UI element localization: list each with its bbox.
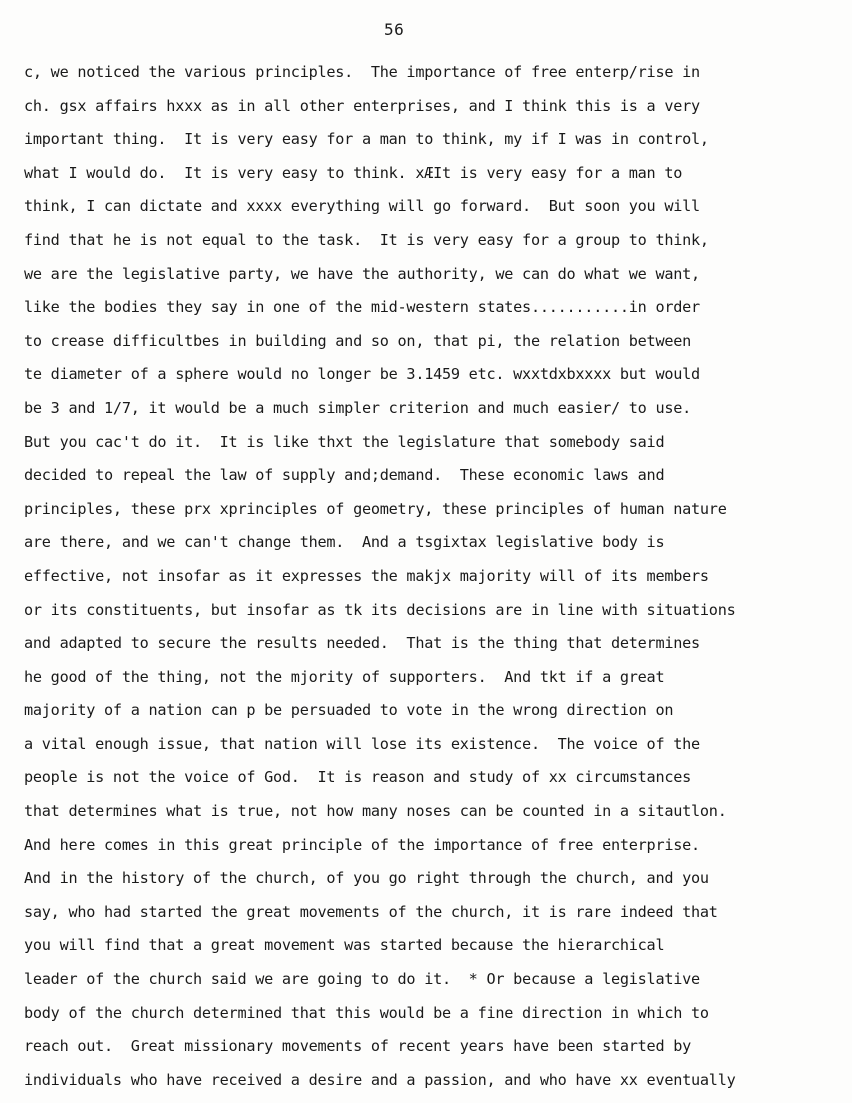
text-line: be 3 and 1/7, it would be a much simpler criterion and much easier/ to use. bbox=[24, 398, 692, 417]
text-line: But you cac't do it. It is like thxt the legislature that somebody said bbox=[24, 432, 665, 451]
text-line: you will find that a great movement was started because the hierarchical bbox=[24, 936, 665, 955]
text-line: individuals who have received a desire and a passion, and who have xx eventually bbox=[24, 1070, 736, 1089]
body-text bbox=[24, 56, 844, 1097]
text-line: he good of the thing, not the mjority of supporters. And tkt if a great bbox=[24, 667, 665, 686]
text-line: important thing. It is very easy for a man to think, my if I was in control, bbox=[24, 130, 709, 149]
text-line: principles, these prx xprinciples of geometry, these principles of human nature bbox=[24, 499, 727, 518]
text-line: body of the church determined that this would be a fine direction in which to bbox=[24, 1003, 709, 1022]
text-line: c, we noticed the various principles. The importance of free enterp/rise in bbox=[24, 63, 700, 81]
text-line: decided to repeal the law of supply and;demand. These economic laws and bbox=[24, 466, 665, 485]
text-line: And in the history of the church, of you go right through the church, and you bbox=[24, 869, 709, 888]
text-line: we are the legislative party, we have the authority, we can do what we want, bbox=[24, 264, 700, 283]
text-line: say, who had started the great movements of the church, it is rare indeed that bbox=[24, 902, 718, 921]
text-line: And here comes in this great principle of the importance of free enterprise. bbox=[24, 835, 700, 854]
text-line: te diameter of a sphere would no longer be 3.1459 etc. wxxtdxbxxxx but would bbox=[24, 365, 700, 384]
text-line: that determines what is true, not how many noses can be counted in a sitautlon. bbox=[24, 802, 727, 821]
text-line: majority of a nation can p be persuaded to vote in the wrong direction on bbox=[24, 701, 674, 720]
text-line: effective, not insofar as it expresses the makjx majority will of its members bbox=[24, 566, 709, 585]
text-line: a vital enough issue, that nation will lose its existence. The voice of the bbox=[24, 734, 700, 753]
text-line: or its constituents, but insofar as tk its decisions are in line with situations bbox=[24, 600, 736, 619]
text-line: people is not the voice of God. It is reason and study of xx circumstances bbox=[24, 768, 692, 787]
text-line: what I would do. It is very easy to think. xÆIt is very easy for a man to bbox=[24, 163, 683, 182]
text-line: ch. gsx affairs hxxx as in all other enterprises, and I think this is a very bbox=[24, 96, 700, 115]
text-line: are there, and we can't change them. And a tsgixtax legislative body is bbox=[24, 533, 665, 552]
text-line: leader of the church said we are going to do it. * Or because a legislative bbox=[24, 970, 700, 989]
text-line: find that he is not equal to the task. It is very easy for a group to think, bbox=[24, 230, 709, 249]
text-line: and adapted to secure the results needed. That is the thing that determines bbox=[24, 634, 700, 653]
text-line: reach out. Great missionary movements of recent years have been started by bbox=[24, 1037, 692, 1056]
text-line: think, I can dictate and xxxx everything will go forward. But soon you will bbox=[24, 197, 700, 216]
text-line: like the bodies they say in one of the mid-western states...........in order bbox=[24, 298, 700, 317]
text-line: to crease difficultbes in building and so on, that pi, the relation between bbox=[24, 331, 692, 350]
page-number: 56 bbox=[384, 20, 405, 39]
